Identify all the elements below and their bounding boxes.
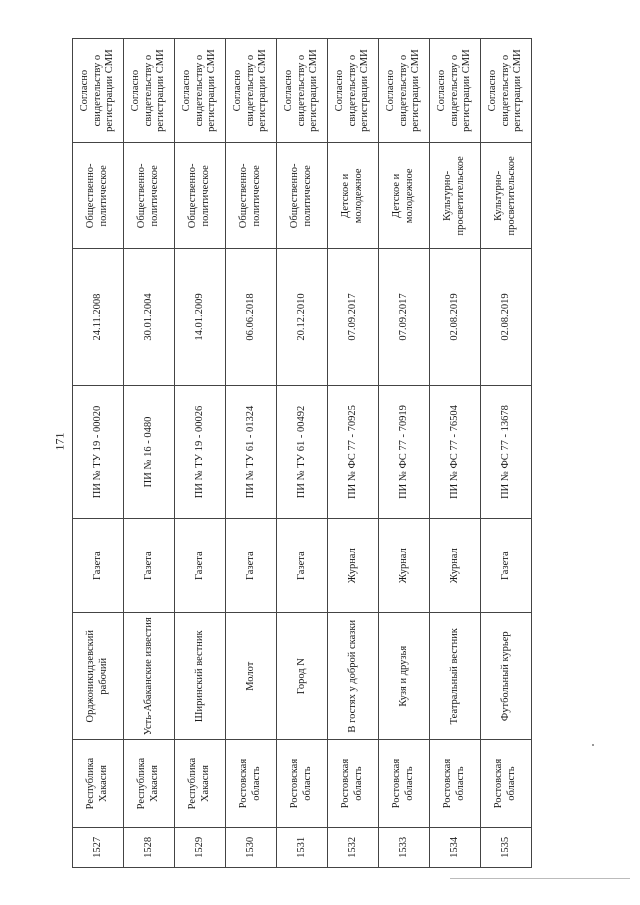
registration-date-cell: 06.06.2018 [226,249,277,385]
registration-date-cell: 07.09.2017 [379,249,430,385]
basis-cell: Согласно свидетельству о регистрации СМИ [430,39,481,143]
registration-number-cell: ПИ № ТУ 61 - 00492 [277,385,328,519]
publication-type-cell: Газета [175,519,226,613]
publication-type-cell: Журнал [430,519,481,613]
row-number-cell: 1534 [430,827,481,867]
registry-table [72,38,532,868]
basis-cell: Согласно свидетельству о регистрации СМИ [73,39,124,143]
specialization-cell: Культурно-просветительское [430,143,481,249]
specialization-cell: Детское и молодежное [328,143,379,249]
registration-date-cell: 02.08.2019 [430,249,481,385]
registration-number-cell: ПИ № 16 - 0480 [124,385,175,519]
specialization-cell: Общественно-политическое [175,143,226,249]
basis-cell: Согласно свидетельству о регистрации СМИ [379,39,430,143]
table-row [277,39,328,868]
publication-name-cell: Усть-Абаканские известия [124,612,175,740]
publication-name-cell: Футбольный курьер [481,612,532,740]
publication-name-cell: В гостях у доброй сказки [328,612,379,740]
basis-cell: Согласно свидетельству о регистрации СМИ [175,39,226,143]
row-number-cell: 1528 [124,827,175,867]
row-number-cell: 1527 [73,827,124,867]
row-number-cell: 1533 [379,827,430,867]
row-number-cell: 1532 [328,827,379,867]
registration-number-cell: ПИ № ФС 77 - 13678 [481,385,532,519]
table-row [430,39,481,868]
specialization-cell: Общественно-политическое [226,143,277,249]
region-cell: Ростовская область [379,740,430,827]
table-row [481,39,532,868]
region-cell: Ростовская область [481,740,532,827]
registration-number-cell: ПИ № ТУ 19 - 00026 [175,385,226,519]
specialization-cell: Культурно-просветительское [481,143,532,249]
region-cell: Ростовская область [277,740,328,827]
publication-type-cell: Газета [226,519,277,613]
publication-name-cell: Молот [226,612,277,740]
rotated-page [72,38,532,868]
publication-type-cell: Газета [481,519,532,613]
row-number-cell: 1535 [481,827,532,867]
registration-date-cell: 02.08.2019 [481,249,532,385]
row-number-cell: 1529 [175,827,226,867]
publication-type-cell: Журнал [379,519,430,613]
region-cell: Ростовская область [226,740,277,827]
basis-cell: Согласно свидетельству о регистрации СМИ [277,39,328,143]
basis-cell: Согласно свидетельству о регистрации СМИ [226,39,277,143]
scan-edge-line [450,878,630,879]
row-number-cell: 1531 [277,827,328,867]
registration-number-cell: ПИ № ФС 77 - 70919 [379,385,430,519]
page-number: 171 [52,432,67,451]
specialization-cell: Общественно-политическое [73,143,124,249]
basis-cell: Согласно свидетельству о регистрации СМИ [124,39,175,143]
publication-type-cell: Журнал [328,519,379,613]
specialization-cell: Детское и молодежное [379,143,430,249]
table-row [73,39,124,868]
registry-rows [73,39,532,868]
row-number-cell: 1530 [226,827,277,867]
publication-type-cell: Газета [124,519,175,613]
registration-number-cell: ПИ № ФС 77 - 76504 [430,385,481,519]
publication-name-cell: Орджоникидзевский рабочий [73,612,124,740]
registration-number-cell: ПИ № ФС 77 - 70925 [328,385,379,519]
registration-date-cell: 20.12.2010 [277,249,328,385]
region-cell: Ростовская область [430,740,481,827]
registration-number-cell: ПИ № ТУ 61 - 01324 [226,385,277,519]
registration-number-cell: ПИ № ТУ 19 - 00020 [73,385,124,519]
specialization-cell: Общественно-политическое [124,143,175,249]
table-row [226,39,277,868]
publication-type-cell: Газета [277,519,328,613]
table-row [328,39,379,868]
publication-type-cell: Газета [73,519,124,613]
publication-name-cell: Кузя и друзья [379,612,430,740]
registration-date-cell: 30.01.2004 [124,249,175,385]
specialization-cell: Общественно-политическое [277,143,328,249]
registration-date-cell: 24.11.2008 [73,249,124,385]
publication-name-cell: Театральный вестник [430,612,481,740]
region-cell: Республика Хакасия [73,740,124,827]
registration-date-cell: 14.01.2009 [175,249,226,385]
region-cell: Ростовская область [328,740,379,827]
table-row [379,39,430,868]
publication-name-cell: Город N [277,612,328,740]
table-row [124,39,175,868]
table-row [175,39,226,868]
basis-cell: Согласно свидетельству о регистрации СМИ [481,39,532,143]
region-cell: Республика Хакасия [124,740,175,827]
publication-name-cell: Ширинский вестник [175,612,226,740]
region-cell: Республика Хакасия [175,740,226,827]
registration-date-cell: 07.09.2017 [328,249,379,385]
scan-speck [592,744,594,746]
basis-cell: Согласно свидетельству о регистрации СМИ [328,39,379,143]
